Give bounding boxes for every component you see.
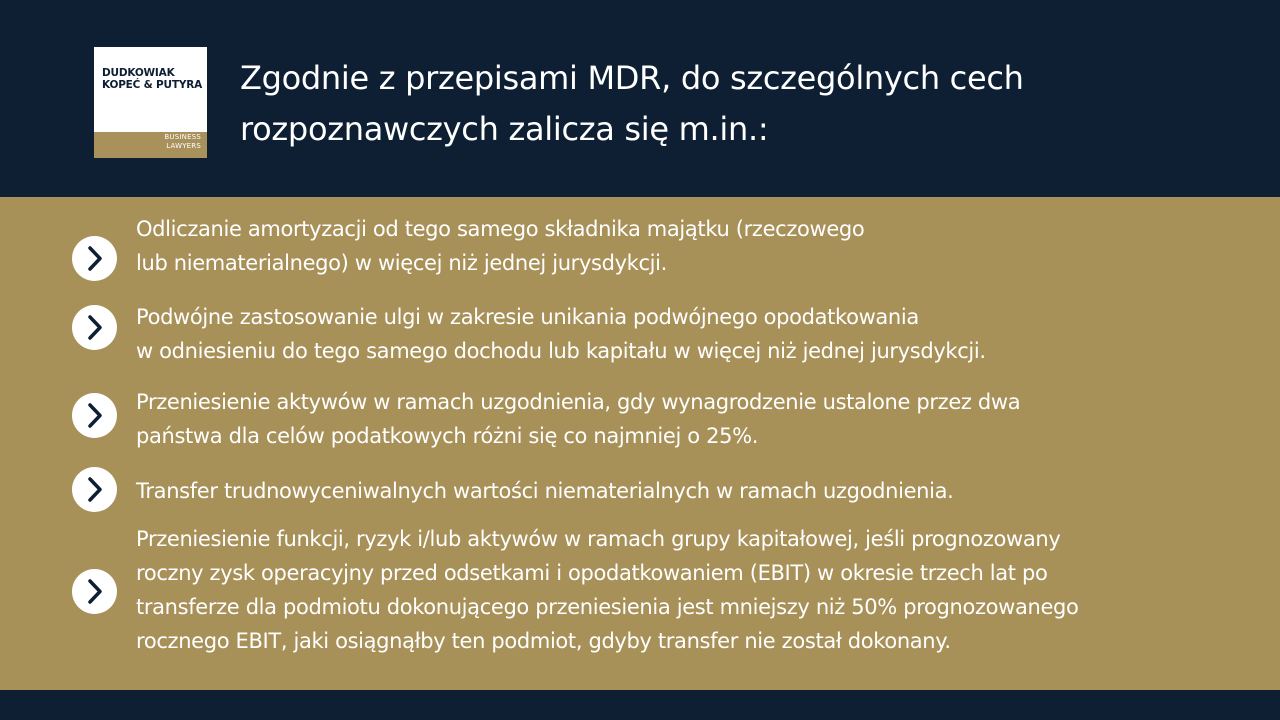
logo-name-line2: KOPEĆ & PUTYRA	[102, 79, 203, 91]
chevron-right-icon	[72, 393, 117, 438]
chevron-right-icon	[72, 305, 117, 350]
list-item-line: Przeniesienie funkcji, ryzyk i/lub aktywów w ramach grupy kapitałowej, jeśli prognozowany	[136, 527, 1061, 551]
slide-title	[240, 53, 1240, 155]
logo-name-line1: DUDKOWIAK	[102, 67, 175, 79]
list-item-line: państwa dla celów podatkowych różni się co najmniej o 25%.	[136, 424, 759, 448]
list-item-line: roczny zysk operacyjny przed odsetkami i opodatkowaniem (EBIT) w okresie trzech lat po	[136, 561, 1048, 585]
list-item-line: Odliczanie amortyzacji od tego samego składnika majątku (rzeczowego	[136, 217, 865, 241]
footer-band	[0, 690, 1280, 720]
list-item-line: Podwójne zastosowanie ulgi w zakresie unikania podwójnego opodatkowania	[136, 305, 919, 329]
header	[0, 0, 1280, 197]
logo-tag-line2: LAWYERS	[166, 142, 201, 150]
list-item-line: Transfer trudnowyceniwalnych wartości niematerialnych w ramach uzgodnienia.	[136, 479, 954, 503]
logo-tag-line1: BUSINESS	[164, 133, 201, 141]
logo-tagline	[164, 133, 201, 151]
list-item-line: Przeniesienie aktywów w ramach uzgodnienia, gdy wynagrodzenie ustalone przez dwa	[136, 390, 1021, 414]
list-item-line: lub niematerialnego) w więcej niż jednej jurysdykcji.	[136, 251, 667, 275]
chevron-right-icon	[72, 236, 117, 281]
chevron-right-icon	[72, 467, 117, 512]
logo-name	[102, 67, 202, 91]
slide-title-line2: rozpoznawczych zalicza się m.in.:	[240, 110, 769, 148]
chevron-right-icon	[72, 569, 117, 614]
company-logo	[94, 47, 207, 158]
list-item-text	[136, 212, 1236, 280]
list-item-line: w odniesieniu do tego samego dochodu lub kapitału w więcej niż jednej jurysdykcji.	[136, 339, 986, 363]
list-item-text	[136, 522, 1236, 658]
list-item-text	[136, 385, 1236, 453]
list-item-text	[136, 300, 1236, 368]
content-panel	[0, 197, 1280, 690]
slide-title-line1: Zgodnie z przepisami MDR, do szczególnych cech	[240, 59, 1024, 97]
list-item-line: transferze dla podmiotu dokonującego przeniesienia jest mniejszy niż 50% prognozowanego	[136, 595, 1079, 619]
list-item-line: rocznego EBIT, jaki osiągnąłby ten podmiot, gdyby transfer nie został dokonany.	[136, 629, 951, 653]
list-item-text	[136, 474, 1236, 508]
